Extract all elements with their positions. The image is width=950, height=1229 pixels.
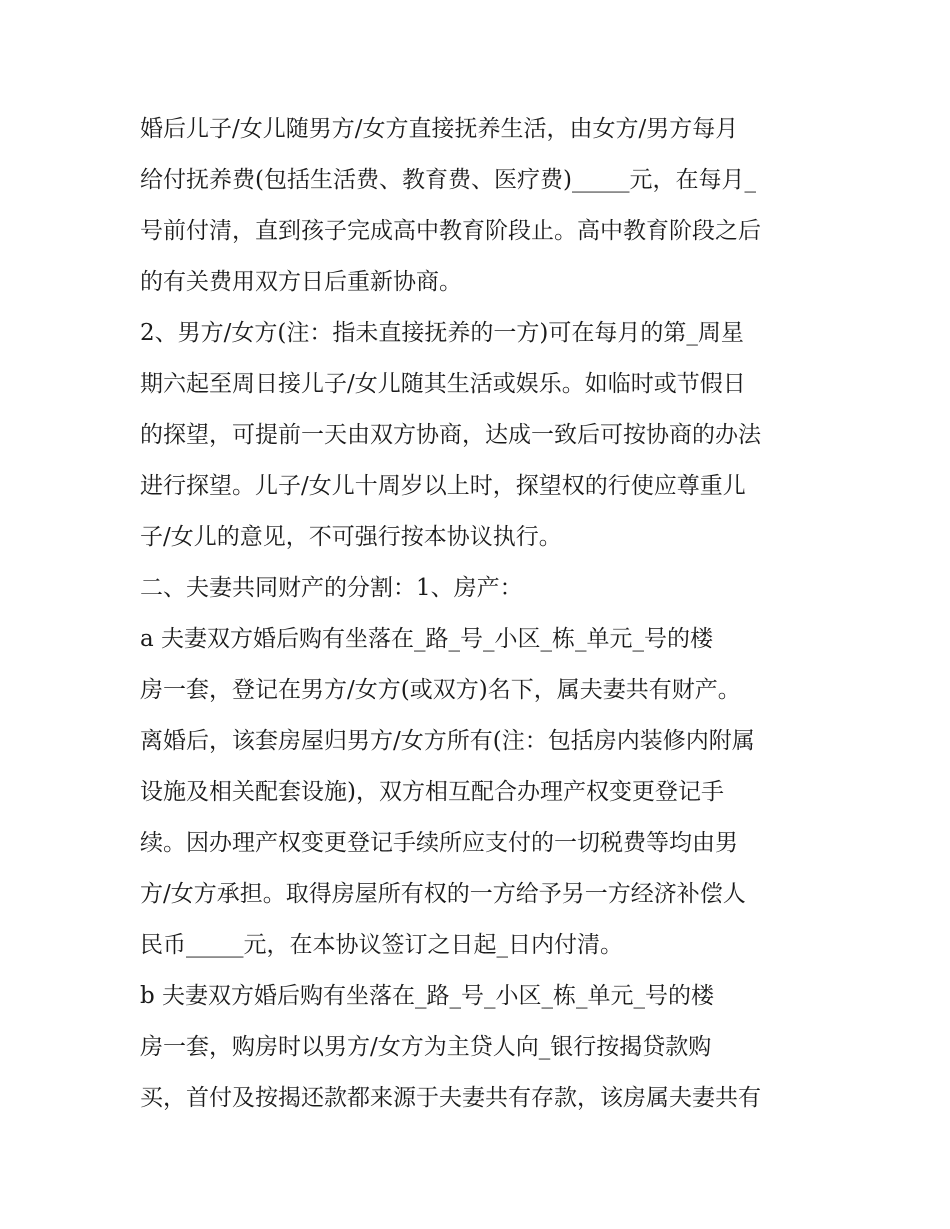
text-line: 设施及相关配套设施)，双方相互配合办理产权变更登记手 (140, 779, 724, 805)
text-line: 婚后儿子/女儿随男方/女方直接抚养生活，由女方/男方每月 (140, 116, 739, 142)
text-line: 方/女方承担。取得房屋所有权的一方给予另一方经济补偿人 (140, 881, 746, 907)
text-line: a 夫妻双方婚后购有坐落在_路_号_小区_栋_单元_号的楼 (140, 626, 714, 652)
text-line: 离婚后，该套房屋归男方/女方所有(注：包括房内装修内附属 (140, 728, 755, 754)
text-line: 房一套，登记在男方/女方(或双方)名下，属夫妻共有财产。 (140, 677, 741, 703)
text-line: 房一套，购房时以男方/女方为主贷人向_银行按揭贷款购 (140, 1034, 712, 1060)
text-line: 号前付清，直到孩子完成高中教育阶段止。高中教育阶段之后 (140, 218, 761, 244)
text-line: 期六起至周日接儿子/女儿随其生活或娱乐。如临时或节假日 (140, 371, 746, 397)
document-body (140, 104, 820, 1124)
text-line: 民币_____元，在本协议签订之日起_日内付清。 (140, 932, 623, 958)
section-heading-line: 二、夫妻共同财产的分割：1、房产： (140, 575, 523, 601)
text-line: 的有关费用双方日后重新协商。 (140, 269, 462, 295)
text-line: 进行探望。儿子/女儿十周岁以上时，探望权的行使应尊重儿 (140, 473, 746, 499)
text-line: 的探望，可提前一天由双方协商，达成一致后可按协商的办法 (140, 422, 761, 448)
text-line: 子/女儿的意见，不可强行按本协议执行。 (140, 524, 562, 550)
text-line: b 夫妻双方婚后购有坐落在_路_号_小区_栋_单元_号的楼 (140, 983, 715, 1009)
text-line: 买，首付及按揭还款都来源于夫妻共有存款，该房属夫妻共有 (140, 1085, 761, 1111)
text-line: 续。因办理产权变更登记手续所应支付的一切税费等均由男 (140, 830, 738, 856)
text-line: 2、男方/女方(注：指未直接抚养的一方)可在每月的第_周星 (140, 320, 744, 346)
text-line: 给付抚养费(包括生活费、教育费、医疗费)_____元，在每月_ (140, 167, 756, 193)
